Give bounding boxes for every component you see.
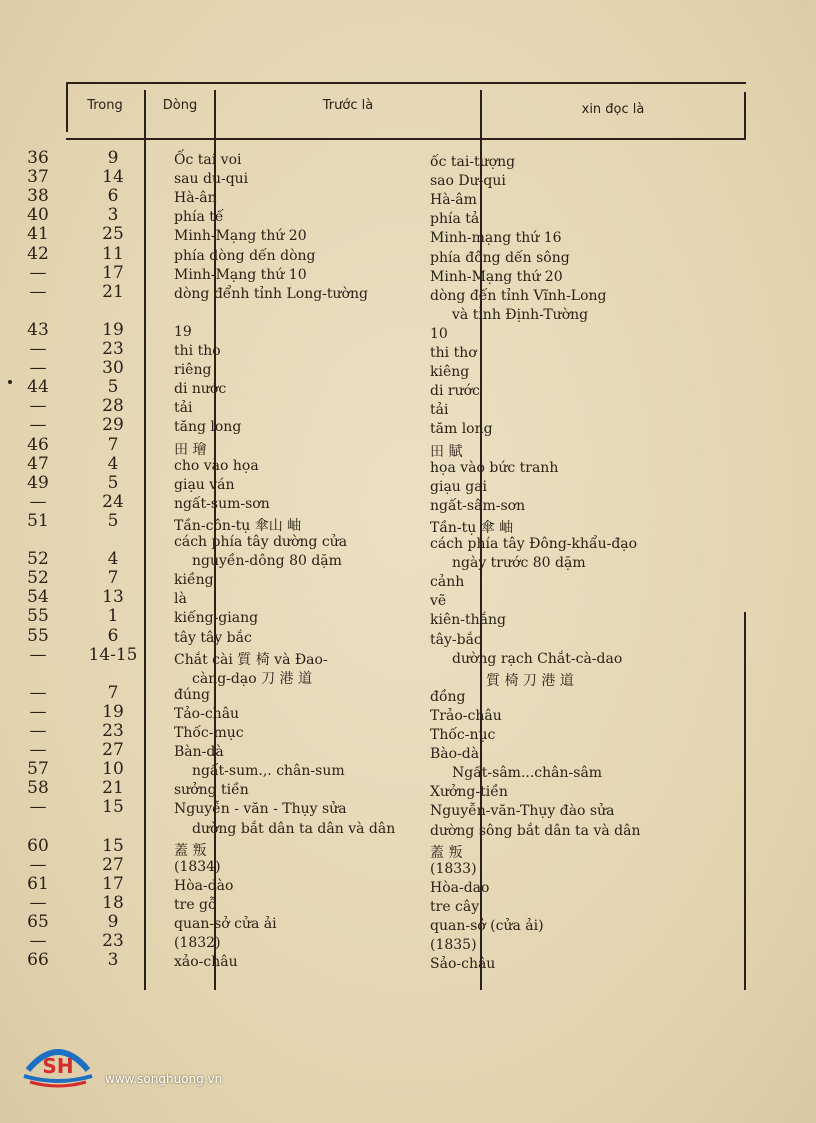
table-row: [0, 319, 680, 342]
correct-text: 蓋 叛: [430, 844, 463, 861]
correct-text: Trảo-châu: [430, 707, 502, 724]
wrong-text: dường bắt dân ta dân và dân: [192, 820, 396, 837]
line-number: 3: [107, 950, 119, 971]
correct-text: ngất-sâm-sơn: [430, 497, 526, 514]
line-number: 7: [107, 434, 119, 455]
page-number: 40: [27, 205, 49, 226]
page-number: —: [29, 415, 47, 436]
table-row: [0, 243, 680, 266]
page-number: 52: [27, 568, 49, 589]
website-url: www.songhuong.vn: [105, 1072, 223, 1086]
wrong-text: Hòa-dào: [174, 877, 234, 894]
page-number: 52: [27, 549, 49, 570]
correct-text: Tần-tụ 傘 岫: [430, 519, 514, 536]
line-number: 10: [102, 759, 124, 780]
line-number: 17: [102, 873, 124, 894]
page-number: —: [29, 892, 47, 913]
correct-text: tăm long: [430, 421, 493, 438]
table-row: [0, 532, 680, 550]
line-number: 23: [102, 339, 124, 359]
table-row: [0, 472, 680, 495]
right-border-top: [744, 92, 746, 138]
wrong-text: nguyền-dông 80 dặm: [192, 553, 342, 570]
line-number: 15: [102, 835, 124, 856]
line-number: 14-15: [88, 644, 138, 665]
wrong-text: ngất-sum.,. chân-sum: [192, 763, 345, 780]
correct-text: giạu gai: [430, 478, 488, 495]
table-row: [0, 931, 680, 954]
line-number: 9: [107, 912, 119, 932]
correct-text: Ngất-sâm...chân-sâm: [452, 765, 603, 782]
correct-text: dường rạch Chắt-cà-dao: [452, 650, 623, 667]
correct-text: tải: [430, 402, 449, 419]
wrong-text: Thốc-mục: [174, 725, 244, 741]
table-row: [0, 510, 680, 536]
wrong-text: Ốc tai voi: [174, 152, 242, 168]
wrong-text: cách phía tây dường cửa: [174, 534, 348, 550]
table-top-rule: [66, 82, 746, 84]
table-row: [0, 701, 680, 724]
correct-text: Hòa-dao: [430, 879, 490, 896]
line-number: 6: [107, 186, 119, 207]
table-row: [0, 568, 680, 591]
table-row: [0, 914, 680, 932]
correct-text: Nguyễn-văn-Thụy đào sửa: [430, 803, 615, 820]
wrong-text: Hà-ân: [174, 190, 217, 207]
correct-text: Thốc-nục: [430, 727, 496, 743]
correct-text: dường sông bắt dân ta và dân: [430, 822, 641, 839]
page-number: —: [29, 262, 47, 283]
wrong-text: đúng: [174, 686, 210, 703]
page-number: —: [29, 491, 47, 512]
header-bottom-rule: [66, 138, 746, 140]
line-number: 6: [107, 625, 119, 646]
line-number: 18: [102, 892, 124, 913]
line-number: 28: [102, 396, 124, 417]
page-number: 51: [27, 510, 49, 531]
table-row: [0, 281, 680, 304]
correct-text: Xưởng-tiền: [430, 784, 508, 801]
correct-text: ngày trước 80 dặm: [452, 555, 586, 572]
line-number: 11: [102, 243, 124, 264]
wrong-text: Minh-Mạng thứ 20: [174, 228, 307, 245]
line-number: 21: [102, 281, 124, 302]
table-row: [0, 262, 680, 285]
correct-text: 質 椅 刀 港 道: [486, 672, 574, 689]
wrong-text: xảo-châu: [174, 954, 238, 971]
correct-text: cách phía tây Đông-khẩu-đạo: [430, 536, 638, 552]
wrong-text: Chắt cài 質 椅 và Đao-: [174, 651, 328, 668]
line-number: 23: [102, 721, 124, 741]
wrong-text: Nguyễn - văn - Thụy sửa: [174, 801, 347, 818]
table-row: [0, 224, 680, 247]
correct-text: phía đông dến sông: [430, 249, 570, 266]
correct-text: thi thơ: [430, 345, 477, 361]
wrong-text: Tần-côn-tụ 傘山 岫: [174, 517, 302, 534]
wrong-text: Bàn-dà: [174, 744, 224, 761]
correct-text: phía tả: [430, 211, 480, 228]
line-number: 3: [107, 205, 119, 226]
page-number: 49: [27, 472, 49, 493]
line-number: 13: [102, 587, 124, 608]
correct-text: 田 賦: [430, 443, 463, 460]
table-row: [0, 358, 680, 381]
page-number: —: [29, 721, 47, 741]
wrong-text: (1832): [174, 935, 221, 952]
table-row: [0, 740, 680, 763]
page-number: —: [29, 396, 47, 417]
page-number: —: [29, 701, 47, 722]
header-right: xin đọc là: [581, 102, 645, 117]
page-number: —: [29, 931, 47, 952]
line-number: 19: [102, 701, 124, 722]
table-row: [0, 873, 680, 896]
page-number: 55: [27, 625, 49, 646]
wrong-text: giạu ván: [174, 476, 235, 493]
line-number: 24: [102, 491, 124, 512]
line-number: 25: [102, 224, 124, 245]
line-number: 30: [102, 358, 124, 379]
line-number: 27: [102, 854, 124, 875]
page-number: —: [29, 854, 47, 875]
table-row: [0, 644, 680, 668]
wrong-text: 田 璯: [174, 441, 207, 458]
wrong-text: 19: [174, 323, 192, 340]
line-number: 5: [107, 472, 119, 493]
correct-text: quan-sở (cửa ải): [430, 918, 544, 934]
header-page: Trong: [87, 98, 123, 113]
correct-text: đồng: [430, 688, 466, 705]
table-row: [0, 415, 680, 438]
wrong-text: Minh-Mạng thứ 10: [174, 266, 307, 283]
table-row: [0, 434, 680, 460]
page-number: 44: [27, 377, 49, 398]
page-number: 43: [27, 319, 49, 340]
correct-text: dòng đến tỉnh Vĩnh-Long: [430, 287, 607, 304]
line-number: 7: [107, 682, 119, 703]
page-number: 47: [27, 453, 49, 474]
wrong-text: Tảo-châu: [174, 705, 240, 722]
wrong-text: phía tế: [174, 209, 224, 226]
correct-text: sao Dư-qui: [430, 173, 506, 190]
table-row: [0, 491, 680, 514]
page-number: —: [29, 644, 47, 665]
line-number: 1: [107, 606, 119, 627]
songhuong-logo: [20, 1040, 96, 1092]
wrong-text: kiếng-giang: [174, 610, 259, 627]
table-row: [0, 819, 680, 837]
correct-text: Sảo-châu: [430, 956, 496, 973]
line-number: 9: [107, 148, 119, 168]
correct-text: vẽ: [430, 593, 447, 610]
wrong-text: sau du-qui: [174, 171, 249, 188]
correct-text: Bào-dà: [430, 746, 480, 763]
table-row: [0, 377, 680, 400]
wrong-text: tải: [174, 400, 193, 417]
line-number: 14: [102, 167, 124, 188]
line-number: 4: [107, 549, 119, 570]
page-number: 42: [27, 243, 49, 264]
wrong-text: dòng đểnh tỉnh Long-tường: [174, 285, 368, 302]
page-number: 36: [27, 148, 49, 168]
right-border-bottom: [744, 612, 746, 990]
correct-text: cảnh: [430, 574, 465, 591]
table-row: [0, 759, 680, 782]
table-row: [0, 150, 680, 168]
header-line: Dòng: [162, 98, 198, 113]
table-row: [0, 587, 680, 610]
table-row: [0, 186, 680, 209]
table-row: [0, 682, 680, 705]
page-number: —: [29, 358, 47, 379]
wrong-text: thi tho: [174, 343, 221, 359]
correct-text: (1833): [430, 860, 477, 877]
table-row: [0, 797, 680, 820]
line-number: 7: [107, 568, 119, 589]
line-number: 21: [102, 778, 124, 799]
wrong-text: kiềng: [174, 572, 214, 589]
table-row: [0, 167, 680, 190]
wrong-text: cho vào họa: [174, 457, 259, 474]
table-row: [0, 549, 680, 572]
line-number: 19: [102, 319, 124, 340]
correct-text: Hà-âm: [430, 192, 477, 209]
table-row: [0, 453, 680, 476]
correct-text: (1835): [430, 937, 477, 954]
wrong-text: tây tây bắc: [174, 629, 252, 646]
page-number: 55: [27, 606, 49, 627]
table-row: [0, 341, 680, 359]
wrong-text: càng-dạo 刀 港 道: [192, 670, 312, 687]
wrong-text: riêng: [174, 362, 212, 379]
page-number: 57: [27, 759, 49, 780]
wrong-text: sưởng tiền: [174, 782, 249, 799]
correct-text: họa vào bức tranh: [430, 459, 559, 476]
page-number: —: [29, 797, 47, 818]
line-number: 5: [107, 510, 119, 531]
line-number: 29: [102, 415, 124, 436]
line-number: 23: [102, 931, 124, 952]
table-row: [0, 835, 680, 861]
page-number: 38: [27, 186, 49, 207]
table-row: [0, 892, 680, 915]
page-number: 66: [27, 950, 49, 971]
logo-text: SH: [42, 1054, 74, 1078]
table-row: [0, 606, 680, 629]
table-row: [0, 396, 680, 419]
page-number: —: [29, 281, 47, 302]
table-row: [0, 666, 680, 689]
correct-text: và tỉnh Định-Tường: [452, 306, 589, 323]
line-number: 17: [102, 262, 124, 283]
header-wrong: Trước là: [322, 98, 374, 113]
table-row: [0, 778, 680, 801]
table-row: [0, 723, 680, 741]
line-number: 27: [102, 740, 124, 761]
page-number: 65: [27, 912, 49, 932]
correct-text: kiêng: [430, 364, 470, 381]
page-number: 41: [27, 224, 49, 245]
correct-text: Minh-mạng thứ 16: [430, 230, 562, 247]
correct-text: tây-bắc: [430, 631, 482, 648]
table-row: [0, 625, 680, 648]
page-number: 46: [27, 434, 49, 455]
page-number: 61: [27, 873, 49, 894]
page-number: —: [29, 339, 47, 359]
page-number: 58: [27, 778, 49, 799]
table-row: [0, 205, 680, 228]
page-number: 60: [27, 835, 49, 856]
line-number: 15: [102, 797, 124, 818]
page-number: —: [29, 682, 47, 703]
wrong-text: tăng long: [174, 419, 242, 436]
line-number: 4: [107, 453, 119, 474]
line-number: 5: [107, 377, 119, 398]
correct-text: ốc tai-tượng: [430, 154, 516, 170]
correct-text: tre cây: [430, 898, 480, 915]
correct-text: di rước: [430, 383, 480, 400]
errata-rows: [0, 150, 680, 990]
wrong-text: ngất-sum-sơn: [174, 495, 270, 512]
wrong-text: phía dòng dến dòng: [174, 247, 316, 264]
correct-text: kiên-thắng: [430, 612, 506, 629]
page-number: —: [29, 740, 47, 761]
wrong-text: tre gỗ: [174, 896, 217, 913]
wrong-text: quan-sở cửa ải: [174, 916, 277, 932]
wrong-text: 蓋 叛: [174, 842, 207, 859]
table-row: [0, 950, 680, 973]
wrong-text: di nước: [174, 381, 227, 398]
correct-text: 10: [430, 325, 448, 342]
page-number: 37: [27, 167, 49, 188]
wrong-text: (1834): [174, 858, 221, 875]
table-row: [0, 854, 680, 877]
correct-text: Minh-Mạng thứ 20: [430, 268, 563, 285]
table-row: [0, 303, 680, 321]
page-number: 54: [27, 587, 49, 608]
wrong-text: là: [174, 591, 187, 608]
